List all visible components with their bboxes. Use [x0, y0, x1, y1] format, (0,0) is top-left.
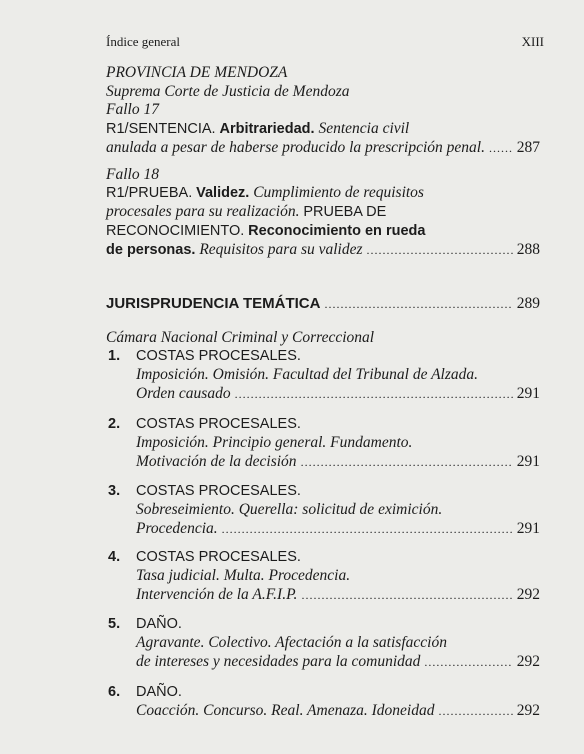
item-desc-end: Orden causado: [136, 385, 231, 402]
fallo-18-requisitos: Requisitos para su validez: [199, 241, 363, 258]
item-desc-last: [136, 452, 540, 472]
fallo-17-desc: Sentencia civil: [318, 120, 410, 137]
fallo-17-label: Fallo 17: [106, 101, 159, 118]
item-desc-end: de intereses y necesidades para la comunidad: [136, 653, 421, 670]
item-number: 3.: [108, 483, 121, 499]
fallo-18-keyword2: Reconocimiento en rueda: [248, 223, 426, 239]
fallo-18-line3: [106, 221, 540, 241]
fallo-18-keyword: Validez.: [196, 185, 250, 201]
item-number: 5.: [108, 616, 121, 632]
running-header-title: Índice general: [106, 34, 180, 49]
item-heading: COSTAS PROCESALES.: [136, 549, 301, 565]
fallo-18-label: Fallo 18: [106, 166, 159, 183]
item-number: 4.: [108, 549, 121, 565]
item-desc: Agravante. Colectivo. Afectación a la satisfacción: [136, 634, 447, 651]
dot-leader: [222, 519, 513, 539]
fallo-18-line2: [106, 202, 540, 222]
dot-leader: [367, 240, 513, 260]
item-desc-last: [136, 519, 540, 539]
tematica-page: 289: [516, 295, 540, 312]
fallo-18-caps2: RECONOCIMIENTO.: [106, 223, 245, 239]
item-desc: Imposición. Principio general. Fundamento.: [136, 434, 413, 451]
item-heading: DAÑO.: [136, 684, 182, 700]
item-desc: Imposición. Omisión. Facultad del Tribunal de Alzada.: [136, 366, 478, 383]
dot-leader: [438, 701, 512, 721]
item-heading: COSTAS PROCESALES.: [136, 416, 301, 432]
item-page: 291: [516, 453, 540, 470]
item-page: 292: [516, 586, 540, 603]
fallo-18-caps1: PRUEBA DE: [303, 204, 387, 220]
item-desc-last: [136, 585, 540, 605]
fallo-18-code: R1/PRUEBA.: [106, 185, 193, 201]
item-desc-end: Motivación de la decisión: [136, 453, 297, 470]
item-desc-last: [136, 701, 540, 721]
item-number: 1.: [108, 348, 121, 364]
item-desc: Sobreseimiento. Querella: solicitud de eximición.: [136, 501, 443, 518]
fallo-17-desc-cont: anulada a pesar de haberse producido la prescripción penal.: [106, 139, 485, 156]
item-desc: Tasa judicial. Multa. Procedencia.: [136, 567, 351, 584]
dot-leader: [301, 585, 512, 605]
item-number: 6.: [108, 684, 121, 700]
page-number-roman: XIII: [521, 34, 544, 49]
fallo-17-page: 287: [516, 139, 540, 156]
item-page: 291: [516, 520, 540, 537]
tematica-heading-line: [106, 294, 540, 314]
fallo-17-code: R1/SENTENCIA.: [106, 121, 216, 137]
item-heading: COSTAS PROCESALES.: [136, 483, 301, 499]
chamber-name: Cámara Nacional Criminal y Correccional: [106, 329, 375, 346]
fallo-18-line4-text: [106, 240, 363, 260]
fallo-18-desc: Cumplimiento de requisitos: [253, 184, 424, 201]
dot-leader: [235, 384, 513, 404]
court-name: Suprema Corte de Justicia de Mendoza: [106, 83, 350, 100]
fallo-18-keyword3: de personas.: [106, 242, 196, 258]
dot-leader: [489, 138, 513, 158]
item-page: 292: [516, 702, 540, 719]
item-desc-last: [136, 384, 540, 404]
tematica-title: JURISPRUDENCIA TEMÁTICA: [106, 295, 321, 312]
item-number: 2.: [108, 416, 121, 432]
item-page: 291: [516, 385, 540, 402]
fallo-17-keyword: Arbitrariedad.: [219, 121, 315, 137]
fallo-17-line2: [106, 138, 540, 158]
item-heading: COSTAS PROCESALES.: [136, 348, 301, 364]
item-page: 292: [516, 653, 540, 670]
dot-leader: [301, 452, 513, 472]
dot-leader: [324, 294, 512, 314]
item-desc-end: Coacción. Concurso. Real. Amenaza. Idoneidad: [136, 702, 435, 719]
fallo-18-desc-cont: procesales para su realización.: [106, 203, 300, 220]
item-desc-last: [136, 652, 540, 672]
fallo-17-line1: [106, 119, 540, 139]
item-desc-end: Intervención de la A.F.I.P.: [136, 586, 298, 603]
item-desc-end: Procedencia.: [136, 520, 218, 537]
province-heading: PROVINCIA DE MENDOZA: [106, 64, 288, 81]
fallo-18-line1: [106, 183, 540, 203]
item-heading: DAÑO.: [136, 616, 182, 632]
fallo-18-page: 288: [516, 241, 540, 258]
dot-leader: [424, 652, 512, 672]
fallo-18-line4: [106, 240, 540, 260]
